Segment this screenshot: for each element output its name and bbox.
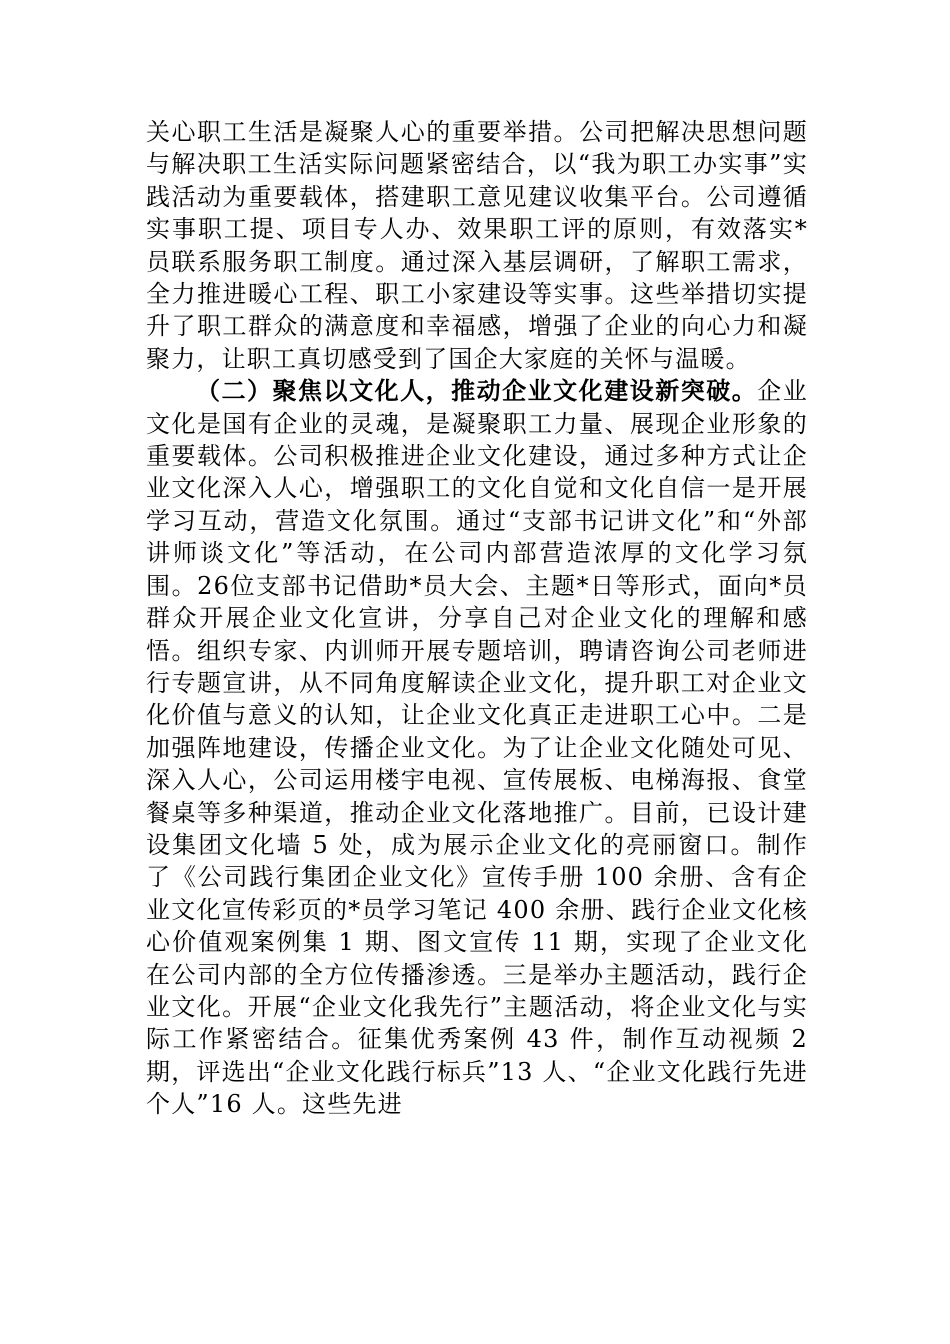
document-body [146, 116, 808, 1121]
paragraph-text: 企业文化是国有企业的灵魂，是凝聚职工力量、展现企业形象的重要载体。公司积极推进企业文化建设，通过多种方式让企业文化深入人心，增强职工的文化自觉和文化自信一是开展学习互动，营造文化氛围。通过“支部书记讲文化”和“外部讲师谈文化”等活动，在公司内部营造浓厚的文化学习氛围。26位支部书记借助*员大会、主题*日等形式，面向*员群众开展企业文化宣讲，分享自己对企业文化的理解和感悟。组织专家、内训师开展专题培训，聘请咨询公司老师进行专题宣讲，从不同角度解读企业文化，提升职工对企业文化价值与意义的认知，让企业文化真正走进职工心中。二是加强阵地建设，传播企业文化。为了让企业文化随处可见、深入人心，公司运用楼宇电视、宣传展板、电梯海报、食堂餐桌等多种渠道，推动企业文化落地推广。目前，已设计建设集团文化墙 5 处，成为展示企业文化的亮丽窗口。制作了《公司践行集团企业文化》宣传手册 100 余册、含有企业文化宣传彩页的*员学习笔记 400 余册、践行企业文化核心价值观案例集 1 期、图文宣传 11 期，实现了企业文化在公司内部的全方位传播渗透。三是举办主题活动，践行企业文化。开展“企业文化我先行”主题活动，将企业文化与实际工作紧密结合。征集优秀案例 43 件，制作互动视频 2 期，评选出“企业文化践行标兵”13 人、“企业文化践行先进个人”16 人。这些先进 [146, 377, 808, 1119]
section-heading: （二）聚焦以文化人，推动企业文化建设新突破。 [196, 376, 758, 406]
paragraph-corporate-culture [146, 375, 808, 1120]
paragraph-workers-life [146, 116, 808, 375]
paragraph-text: 关心职工生活是凝聚人心的重要举措。公司把解决思想问题与解决职工生活实际问题紧密结合，以“我为职工办实事”实践活动为重要载体，搭建职工意见建议收集平台。公司遵循实事职工提、项目专人办、效果职工评的原则，有效落实*员联系服务职工制度。通过深入基层调研，了解职工需求，全力推进暖心工程、职工小家建设等实事。这些举措切实提升了职工群众的满意度和幸福感，增强了企业的向心力和凝聚力，让职工真切感受到了国企大家庭的关怀与温暖。 [146, 118, 808, 373]
